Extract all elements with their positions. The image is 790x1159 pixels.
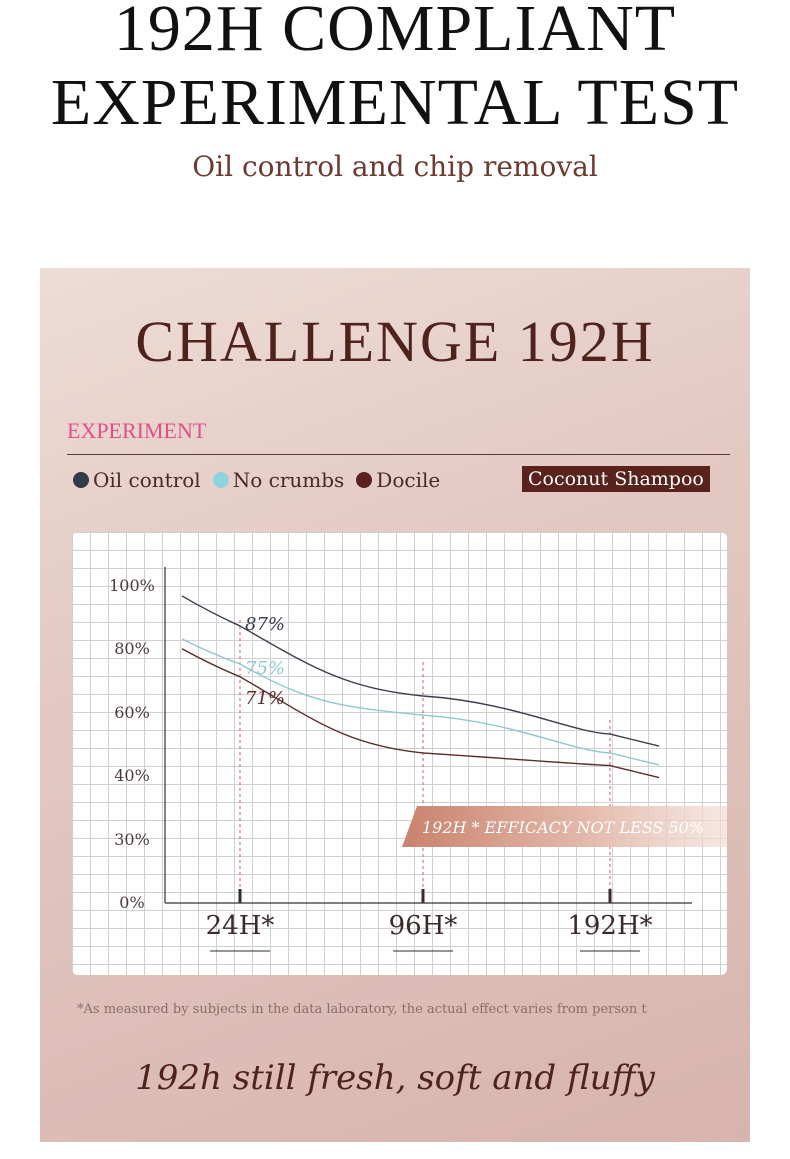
legend-dot-no-crumbs — [213, 472, 229, 488]
y-tick-label: 40% — [114, 766, 150, 785]
page-title-line-2: EXPERIMENTAL TEST — [50, 66, 740, 139]
slogan: 192h still fresh, soft and fluffy — [135, 1058, 655, 1098]
efficacy-banner-text: 192H * EFFICACY NOT LESS 50% — [422, 818, 705, 837]
line-chart — [72, 532, 727, 975]
page-subtitle: Oil control and chip removal — [192, 150, 598, 183]
legend-item-oil-control — [73, 468, 201, 492]
experiment-divider — [67, 454, 730, 455]
legend-item-no-crumbs — [213, 468, 345, 492]
data-label: 75% — [245, 658, 286, 679]
experiment-label: EXPERIMENT — [67, 418, 207, 443]
legend-dot-docile — [356, 472, 372, 488]
x-tick-label: 24H* — [205, 911, 275, 941]
chart-panel — [72, 532, 727, 975]
legend-label-docile: Docile — [376, 468, 441, 492]
footnote: *As measured by subjects in the data laboratory, the actual effect varies from person t — [77, 1002, 647, 1017]
card-title: CHALLENGE 192H — [135, 309, 655, 374]
legend-label-oil-control: Oil control — [93, 468, 201, 492]
legend-dot-oil-control — [73, 472, 89, 488]
y-tick-label: 60% — [114, 703, 150, 722]
y-tick-label: 0% — [119, 893, 145, 912]
legend-item-docile — [356, 468, 440, 492]
data-label: 87% — [245, 613, 286, 635]
x-tick-label: 96H* — [388, 911, 458, 941]
y-tick-label: 100% — [109, 576, 155, 595]
product-badge: Coconut Shampoo — [522, 466, 710, 492]
x-tick-label: 192H* — [567, 911, 653, 941]
legend-label-no-crumbs: No crumbs — [232, 468, 345, 492]
chart-legend — [73, 468, 452, 492]
page-title-line-1: 192H COMPLIANT — [113, 0, 677, 65]
challenge-card — [40, 268, 750, 1142]
y-tick-label: 30% — [114, 830, 150, 849]
y-tick-label: 80% — [114, 639, 150, 658]
data-label: 71% — [245, 687, 286, 709]
